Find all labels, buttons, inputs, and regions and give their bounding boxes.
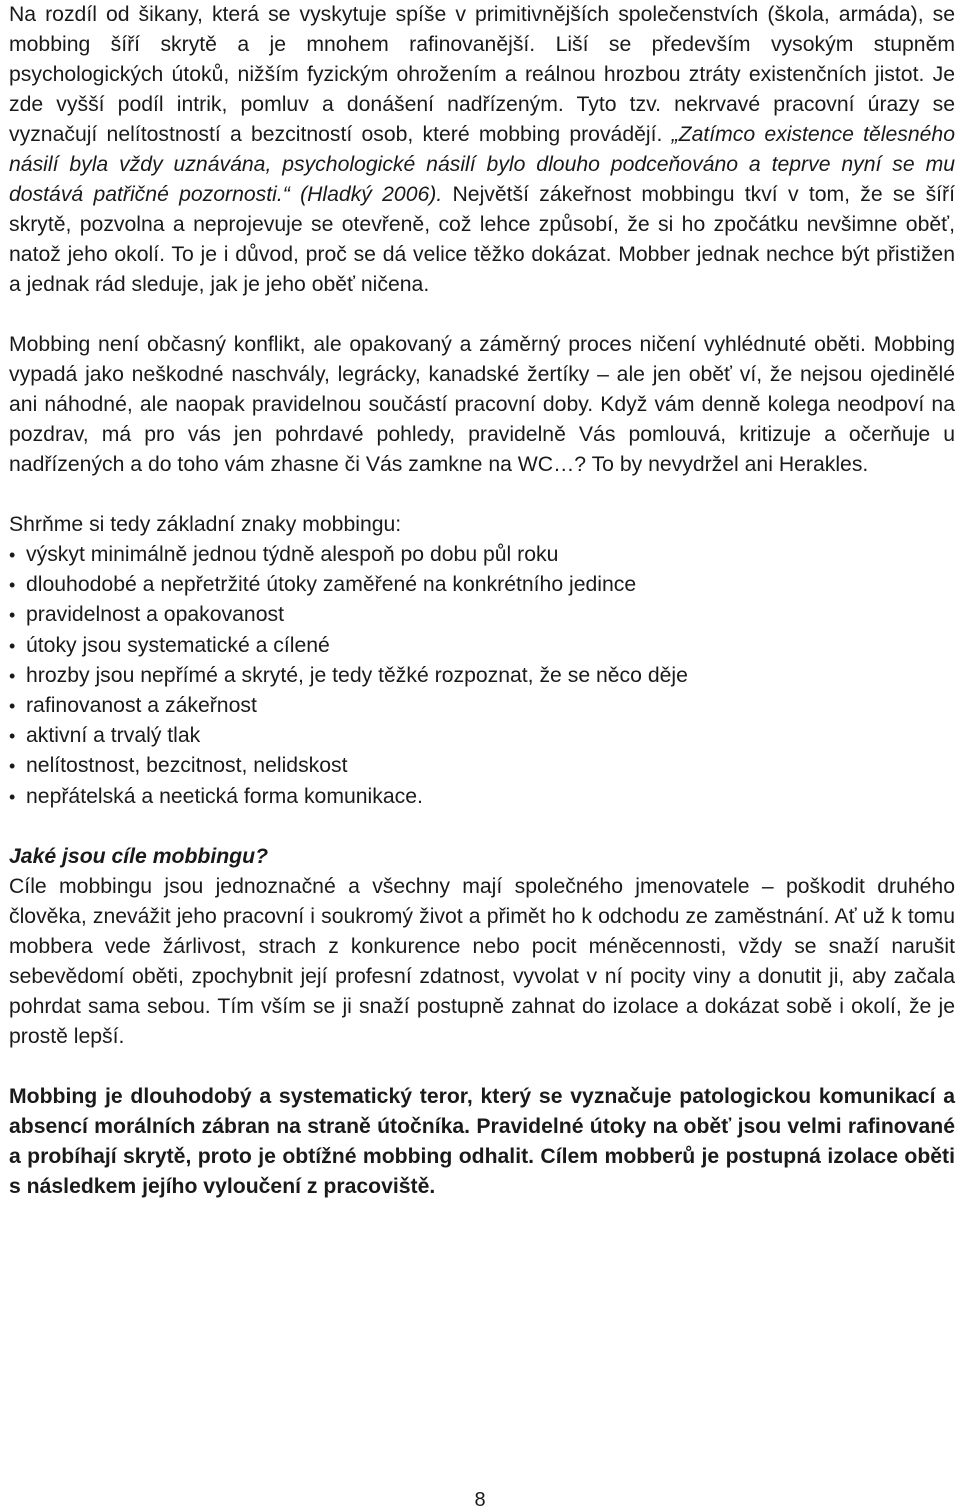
paragraph-intro: [9, 0, 955, 300]
signs-intro: Shrňme si tedy základní znaky mobbingu:: [9, 513, 402, 536]
goals-paragraph: Cíle mobbingu jsou jednoznačné a všechny mají společného jmenovatele – poškodit druhého člověka, znevážit jeho pracovní i soukromý život a přimět ho k odchodu ze zaměstnání. Ať už k tomu mobbera vede žárlivost, strach z konkurence nebo pocit méněcennosti, vždy se snaží narušit sebevědomí oběti, zpochybnit její profesní zdatnost, vyvolat v ní pocity viny a donutit ji, aby začala pohrdat sama sebou. Tím vším se ji snaží postupně zahnat do izolace a dokázat sobě i okolí, že je prostě lepší.: [9, 874, 955, 1048]
summary-bold-paragraph: Mobbing je dlouhodobý a systematický teror, který se vyznačuje patologickou komunikací a absencí morálních zábran na straně útočníka. Pravidelné útoky na oběť jsou velmi rafinované a probíhají skrytě, proto je obtížné mobbing odhalit. Cílem mobberů je postupná izolace oběti s následkem jejího vyloučení z pracoviště.: [9, 1084, 955, 1198]
paragraph-intro-continuation: Největší zákeřnost mobbingu tkví v tom, že se šíří skrytě, pozvolna a neprojevuje se otevřeně, což lehce způsobí, že si ho zpočátku nevšimne oběť, natož jeho okolí. To je i důvod, proč se dá velice těžko dokázat. Mobber jednak nechce být přistižen a jednak rád sleduje, jak je jeho oběť ničena.: [9, 183, 955, 296]
document-page: [9, 0, 955, 1202]
list-item: • aktivní a trvalý tlak: [9, 721, 955, 751]
list-item: • nelítostnost, bezcitnost, nelidskost: [9, 751, 955, 781]
quote-hladky: „Zatímco existence tělesného násilí byla vždy uznávána, psychologické násilí bylo dlouho podceňováno a teprve nyní se mu dostává patřičné pozornosti.“ (Hladký 2006).: [9, 123, 955, 206]
list-item: • hrozby jsou nepřímé a skryté, je tedy těžké rozpoznat, že se něco děje: [9, 661, 955, 691]
list-item: • rafinovanost a zákeřnost: [9, 691, 955, 721]
list-item: • pravidelnost a opakovanost: [9, 600, 955, 630]
list-item: • výskyt minimálně jednou týdně alespoň po dobu půl roku: [9, 540, 955, 570]
signs-list: [9, 540, 955, 812]
paragraph-intro-text: Na rozdíl od šikany, která se vyskytuje spíše v primitivnějších společenstvích (škola, armáda), se mobbing šíří skrytě a je mnohem rafinovanější. Liší se především vysokým stupněm psychologických útoků, nižším fyzickým ohrožením a reálnou hrozbou ztráty existenčních jistot. Je zde vyšší podíl intrik, pomluv a donášení nadřízeným. Tyto tzv. nekrvavé pracovní úrazy se vyznačují nelítostností a bezcitností osob, které mobbing provádějí.: [9, 3, 955, 146]
page-number: 8: [474, 1489, 486, 1511]
list-item: • útoky jsou systematické a cílené: [9, 631, 955, 661]
list-item: • dlouhodobé a nepřetržité útoky zaměřené na konkrétního jedince: [9, 570, 955, 600]
goals-heading: Jaké jsou cíle mobbingu?: [9, 844, 269, 868]
list-item: • nepřátelská a neetická forma komunikace.: [9, 782, 955, 812]
paragraph-mobbing-definition: Mobbing není občasný konflikt, ale opakovaný a záměrný proces ničení vyhlédnuté oběti. Mobbing vypadá jako neškodné naschvály, legrácky, kanadské žertíky – ale jen oběť ví, že nejsou ojedinělé ani náhodné, ale naopak pravidelnou součástí pracovní doby. Když vám denně kolega neodpoví na pozdrav, má pro vás jen pohrdavé pohledy, pravidelně Vás pomlouvá, kritizuje a očerňuje u nadřízených a do toho vám zhasne či Vás zamkne na WC…? To by nevydržel ani Herakles.: [9, 333, 955, 476]
